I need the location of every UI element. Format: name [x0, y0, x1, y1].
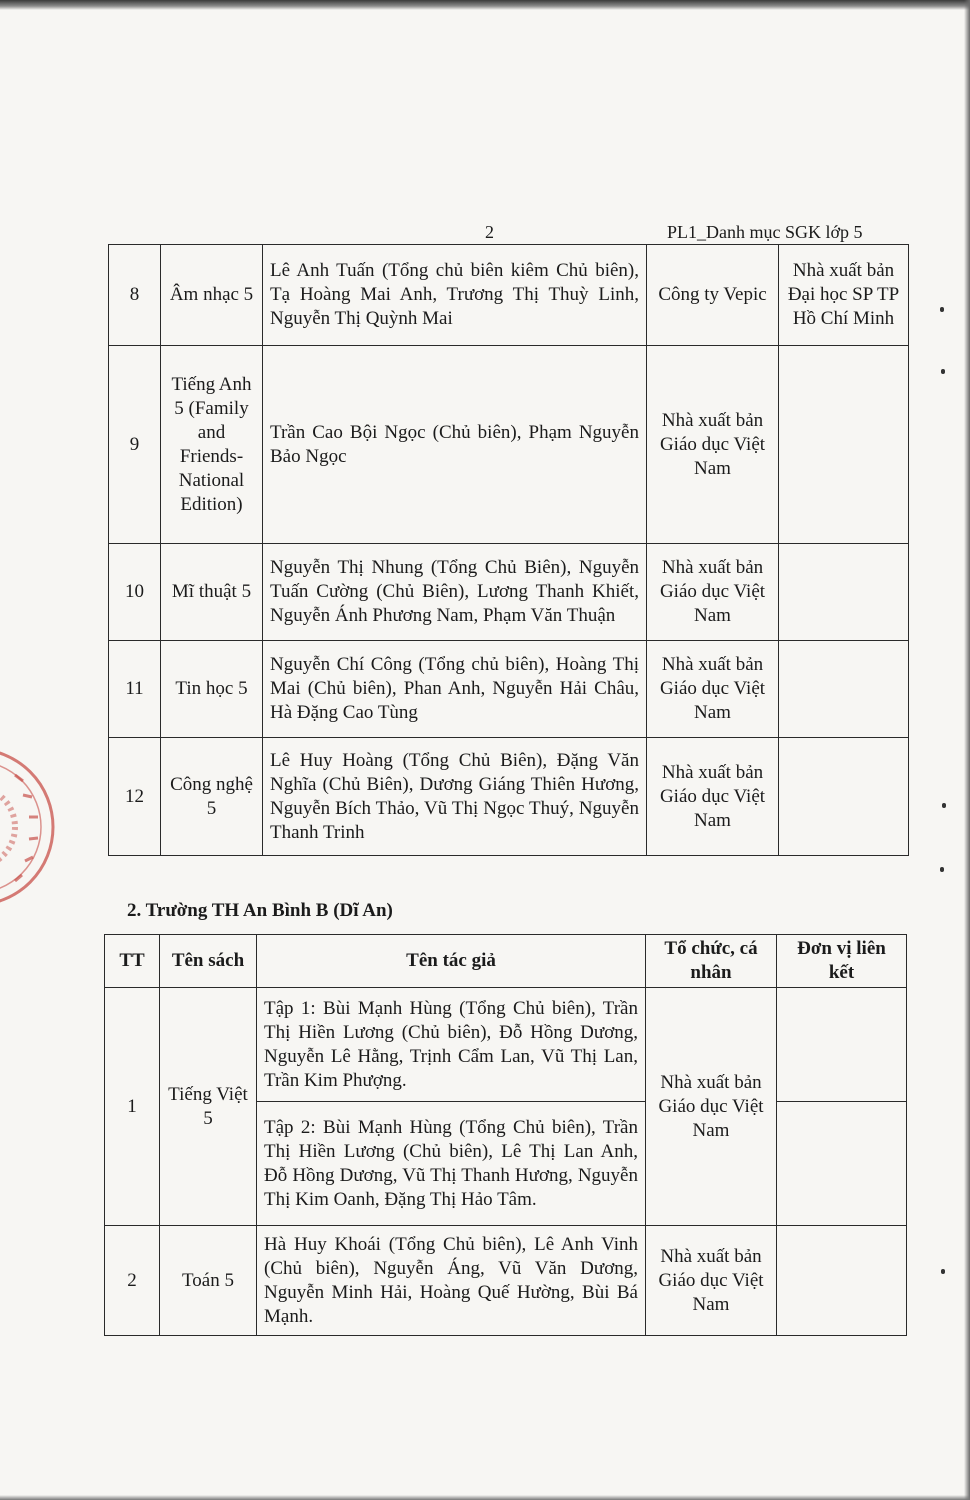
row-number: 1 [105, 988, 160, 1226]
table-row [109, 346, 909, 544]
row-number: 12 [109, 738, 161, 856]
scan-speck [942, 803, 946, 808]
book-organization: Nhà xuất bản Giáo dục Việt Nam [647, 544, 779, 641]
book-organization: Công ty Vepic [647, 245, 779, 346]
book-partner-unit [777, 988, 907, 1102]
book-title: Toán 5 [160, 1226, 257, 1336]
scan-edge-right [964, 0, 970, 1500]
table-row [109, 738, 909, 856]
scan-edge-top [0, 0, 970, 10]
book-partner-unit [777, 1226, 907, 1336]
scan-edge-bottom [0, 1495, 970, 1500]
book-authors: Nguyễn Chí Công (Tổng chủ biên), Hoàng Thị Mai (Chủ biên), Phan Anh, Nguyễn Hải Châu, Hà Đặng Cao Tùng [263, 641, 647, 738]
book-authors: Hà Huy Khoái (Tổng Chủ biên), Lê Anh Vinh (Chủ biên), Nguyễn Áng, Vũ Văn Dương, Nguyễn Minh Hải, Hoàng Quế Hường, Bùi Bá Mạnh. [257, 1226, 646, 1336]
book-partner-unit [779, 641, 909, 738]
scan-speck [941, 1269, 945, 1274]
book-organization: Nhà xuất bản Giáo dục Việt Nam [646, 988, 777, 1226]
book-authors: Trần Cao Bội Ngọc (Chủ biên), Phạm Nguyễn Bảo Ngọc [263, 346, 647, 544]
section-heading: 2. Trường TH An Bình B (Dĩ An) [127, 900, 393, 921]
book-title: Mĩ thuật 5 [161, 544, 263, 641]
book-partner-unit [779, 544, 909, 641]
header-organization: Tổ chức, cá nhân [646, 935, 777, 988]
red-seal-icon [0, 745, 60, 910]
page-number: 2 [485, 222, 494, 242]
table-row [105, 988, 907, 1102]
book-authors-volume-2: Tập 2: Bùi Mạnh Hùng (Tổng Chủ biên), Trần Thị Hiền Lương (Chủ biên), Lê Thị Lan Anh, Đỗ Hồng Dương, Vũ Thị Thanh Hương, Nguyễn Thị Kim Oanh, Đặng Thị Hảo Tâm. [257, 1102, 646, 1226]
book-title: Công nghệ 5 [161, 738, 263, 856]
table-row [105, 1226, 907, 1336]
book-title: Tiếng Việt 5 [160, 988, 257, 1226]
book-partner-unit: Nhà xuất bản Đại học SP TP Hồ Chí Minh [779, 245, 909, 346]
row-number: 10 [109, 544, 161, 641]
header-partner-unit: Đơn vị liên kết [777, 935, 907, 988]
book-organization: Nhà xuất bản Giáo dục Việt Nam [647, 738, 779, 856]
header-authors: Tên tác giả [257, 935, 646, 988]
scan-speck [940, 307, 944, 312]
table-row [109, 245, 909, 346]
header-tt: TT [105, 935, 160, 988]
book-title: Âm nhạc 5 [161, 245, 263, 346]
table-header-row [105, 935, 907, 988]
book-organization: Nhà xuất bản Giáo dục Việt Nam [647, 641, 779, 738]
row-number: 9 [109, 346, 161, 544]
book-title: Tiếng Anh 5 (Family and Friends- National Edition) [161, 346, 263, 544]
table-row [109, 544, 909, 641]
book-authors: Lê Huy Hoàng (Tổng Chủ Biên), Đặng Văn Nghĩa (Chủ Biên), Dương Giáng Thiên Hương, Nguyễn Bích Thảo, Vũ Thị Ngọc Thuý, Nguyễn Thanh Trinh [263, 738, 647, 856]
book-authors-volume-1: Tập 1: Bùi Mạnh Hùng (Tổng Chủ biên), Trần Thị Hiền Lương (Chủ biên), Đỗ Hồng Dương, Nguyễn Lê Hằng, Trịnh Cẩm Lan, Vũ Thị Lan, Trần Kim Phượng. [257, 988, 646, 1102]
scan-speck [941, 369, 945, 374]
row-number: 8 [109, 245, 161, 346]
book-organization: Nhà xuất bản Giáo dục Việt Nam [646, 1226, 777, 1336]
row-number: 11 [109, 641, 161, 738]
book-authors: Lê Anh Tuấn (Tổng chủ biên kiêm Chủ biên), Tạ Hoàng Mai Anh, Trương Thị Thuỳ Linh, Nguyễn Thị Quỳnh Mai [263, 245, 647, 346]
header-book: Tên sách [160, 935, 257, 988]
table-row [109, 641, 909, 738]
book-title: Tin học 5 [161, 641, 263, 738]
scan-speck [940, 867, 944, 872]
book-partner-unit [779, 738, 909, 856]
book-partner-unit [779, 346, 909, 544]
row-number: 2 [105, 1226, 160, 1336]
book-organization: Nhà xuất bản Giáo dục Việt Nam [647, 346, 779, 544]
textbook-table-school-an-binh-b [104, 934, 907, 1336]
book-partner-unit [777, 1102, 907, 1226]
book-authors: Nguyễn Thị Nhung (Tổng Chủ Biên), Nguyễn Tuấn Cường (Chủ Biên), Lương Thanh Khiết, Nguyễn Ánh Phương Nam, Phạm Văn Thuận [263, 544, 647, 641]
document-reference: PL1_Danh mục SGK lớp 5 [667, 222, 863, 242]
textbook-table-continued [108, 244, 909, 856]
